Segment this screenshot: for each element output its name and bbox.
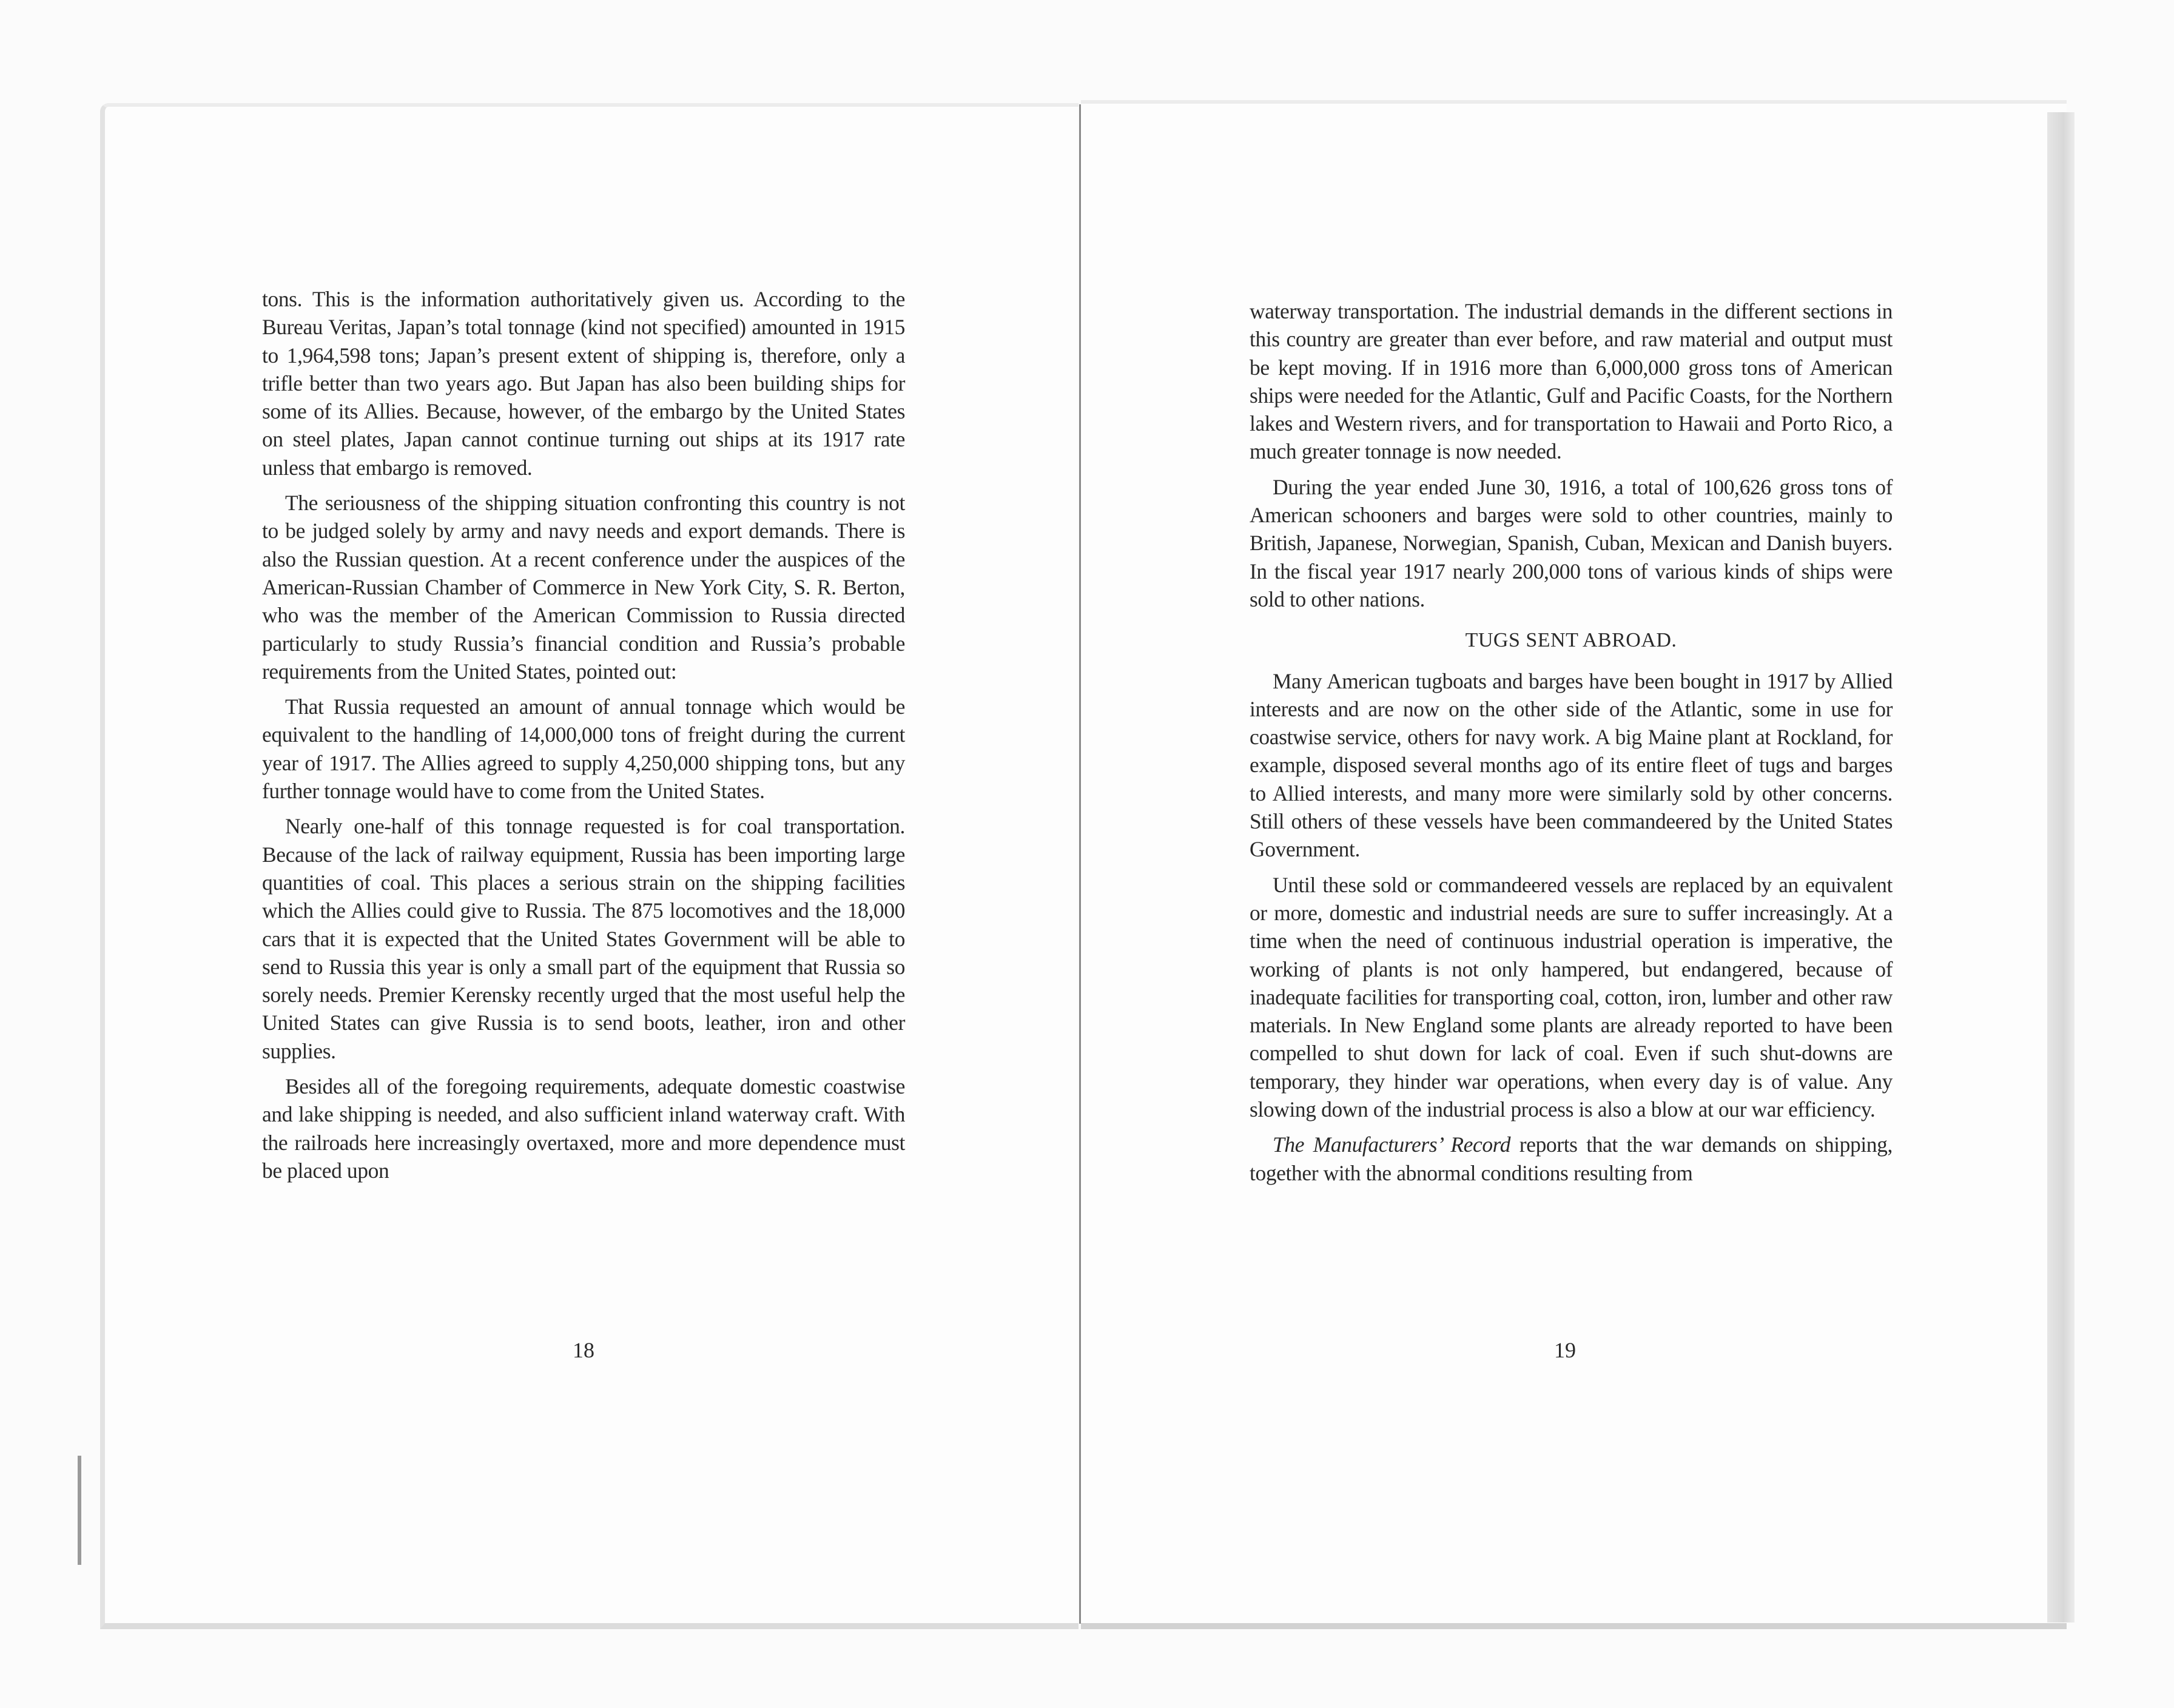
paragraph	[1250, 1131, 1893, 1187]
paragraph-text: reports that the war demands on shipping, together with the abnormal conditions resulting from	[1250, 1132, 1893, 1185]
page-stack-edge	[2047, 112, 2075, 1622]
paragraph: Besides all of the foregoing requirements, adequate domestic coastwise and lake shipping is needed, and also sufficient inland waterway craft. With the railroads here increasingly overtaxed, more and more dependence must be placed upon	[262, 1074, 905, 1183]
cover-edge	[78, 1456, 81, 1565]
section-heading: TUGS SENT ABROAD.	[1465, 629, 1677, 652]
right-page-text	[1250, 297, 1893, 1194]
page-number: 19	[1554, 1338, 1576, 1362]
paragraph: The seriousness of the shipping situation confronting this country is not to be judged solely by army and navy needs and export demands. There is also the Russian question. At a recent conference under the auspices of the American-Russian Chamber of Commerce in New York City, S. R. Berton, who was the member of the American Commission to Russia directed particularly to study Russia’s financial condition and Russia’s probable requirements from the United States, pointed out:	[262, 491, 905, 684]
paragraph: Nearly one-half of this tonnage requested is for coal transportation. Because of the lack of railway equipment, Russia has been importing large quantities of coal. This places a serious strain on the shipping facilities which the Allies could give to Russia. The 875 locomotives and the 18,000 cars that it is expected that the United States Government will be able to send to Russia this year is only a small part of the equipment that Russia so sorely needs. Premier Kerensky recently urged that the most useful help the United States can give Russia is to send boots, leather, iron and other supplies.	[262, 814, 905, 1063]
left-page-text	[262, 285, 905, 1192]
paragraph: Many American tugboats and barges have been bought in 1917 by Allied interests and are now on the other side of the Atlantic, some in use for coastwise service, others for navy work. A big Maine plant at Rockland, for example, disposed several months ago of its entire fleet of tugs and barges to Allied interests, and many more were similarly sold by other concerns. Still others of these vessels have been commandeered by the United States Government.	[1250, 668, 1893, 862]
paragraph: That Russia requested an amount of annual tonnage which would be equivalent to the handling of 14,000,000 tons of freight during the current year of 1917. The Allies agreed to supply 4,250,000 shipping tons, but any further tonnage would have to come from the United States.	[262, 694, 905, 804]
paragraph: waterway transportation. The industrial demands in the different sections in this country are greater than ever before, and raw material and output must be kept moving. If in 1916 more than 6,000,000 gross tons of American ships were needed for the Atlantic, Gulf and Pacific Coasts, for the Northern lakes and Western rivers, and for transportation to Hawaii and Porto Rico, a much greater tonnage is now needed.	[1250, 299, 1893, 464]
paragraph: tons. This is the information authoritatively given us. According to the Bureau Veritas, Japan’s total tonnage (kind not specified) amounted in 1915 to 1,964,598 tons; Japan’s present extent of shipping is, therefore, only a trifle better than two years ago. But Japan has also been building ships for some of its Allies. Because, however, of the embargo by the United States on steel plates, Japan cannot continue turning out ships at its 1917 rate unless that embargo is removed.	[262, 287, 905, 480]
paragraph: During the year ended June 30, 1916, a total of 100,626 gross tons of American schooners and barges were sold to other countries, mainly to British, Japanese, Norwegian, Spanish, Cuban, Mexican and Danish buyers. In the fiscal year 1917 nearly 200,000 tons of various kinds of ships were sold to other nations.	[1250, 474, 1893, 611]
publication-title: The Manufacturers’ Record	[1273, 1132, 1511, 1157]
paragraph: Until these sold or commandeered vessels are replaced by an equivalent or more, domestic and industrial needs are sure to suffer increasingly. At a time when the need of continuous industrial operation is imperative, the working of plants is not only hampered, but endangered, because of inadequate facilities for transporting coal, cotton, iron, lumber and other raw materials. In New England some plants are already reported to have been compelled to shut down for lack of coal. Even if such shut-downs are temporary, they hinder war operations, when every day is of value. Any slowing down of the industrial process is also a blow at our war efficiency.	[1250, 872, 1893, 1122]
book-gutter	[1079, 104, 1081, 1624]
page-number: 18	[573, 1338, 594, 1362]
